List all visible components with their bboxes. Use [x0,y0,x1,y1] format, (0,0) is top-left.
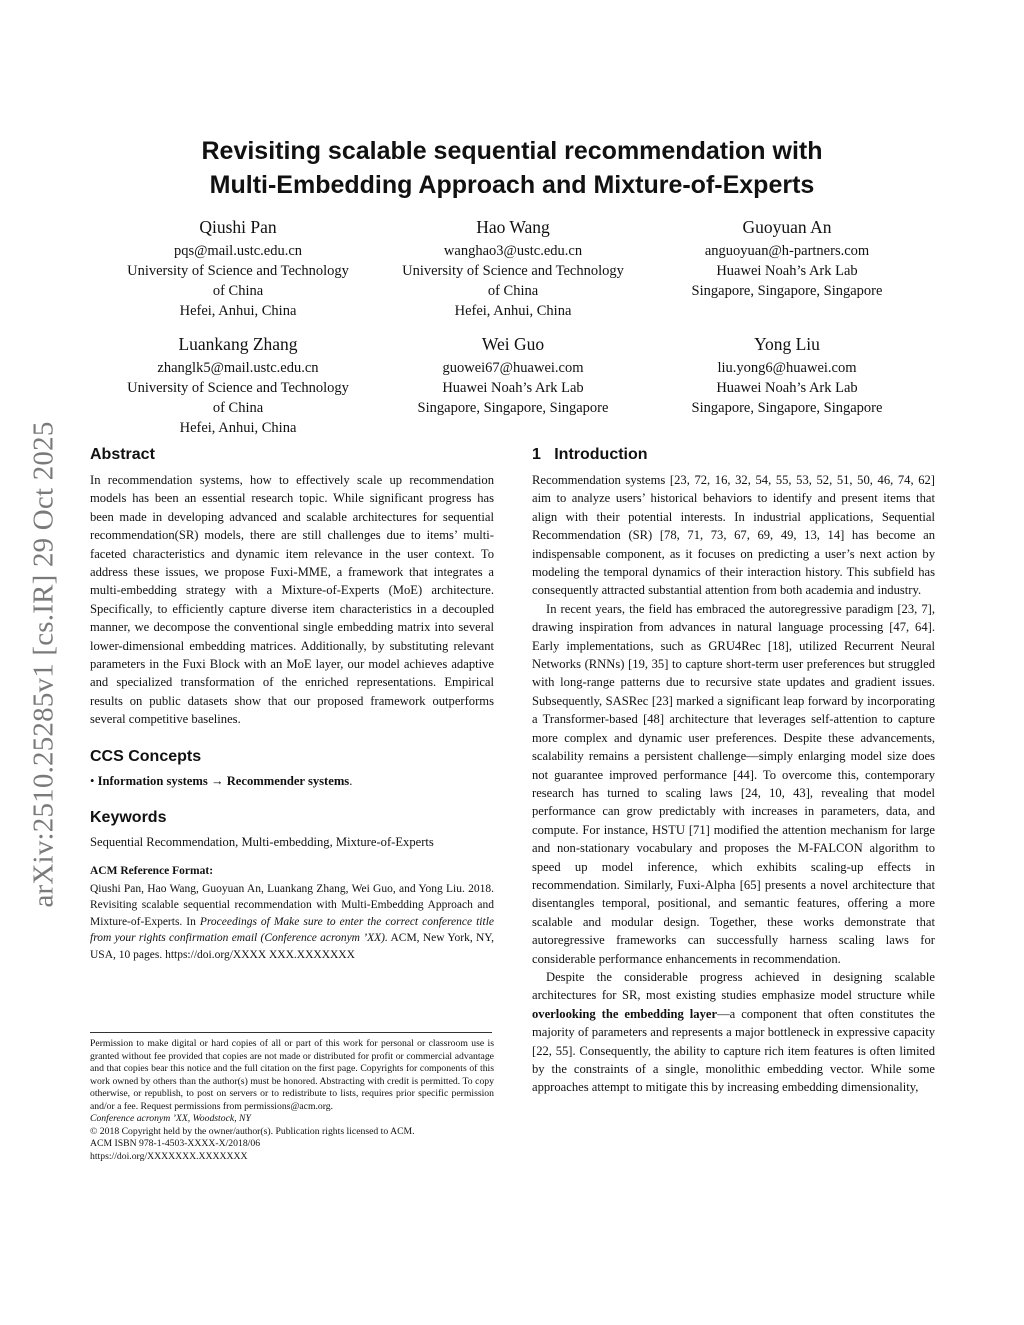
author-location: Singapore, Singapore, Singapore [691,283,883,299]
abstract-heading: Abstract [90,446,155,463]
author-affiliation: Huawei Noah’s Ark Lab [716,380,858,396]
intro-paragraph: In recent years, the field has embraced the autoregressive paradigm [23, 7], drawing inspiration from advances in natural language processing [47, 64]. Early implementations, such as GRU4Rec [18], utilized Recurrent Neural Networks (RNNs) [19, 35] to capture short-term user preferences but struggled with long-range patterns due to recursive state updates and gradient issues. Subsequently, SASRec [23] marked a significant leap forward by incorporating a Transformer-based [48] architecture that leverages self-attention to capture more complex and dynamic user preferences. Despite these advancements, scalability remains a persistent challenge—simply enlarging model size does not guarantee improved performance [44]. To overcome this, contemporary research has turned to scaling laws [24, 10, 43], revealing that model performance can grow predictably with increases in parameters, data, and compute. For instance, HSTU [71] modified the attention mechanism for large and non-stationary vocabulary and proposes the M-FALCON algorithm to speed up model inference, which exhibits scaling-up effects in recommendation. Similarly, Fuxi-Alpha [65] presents a novel architecture that disentangles temporal, positional, and semantic features, offering a more scalable and modular design. Together, these works demonstrate that autoregressive frameworks can successfully harness scaling laws for considerable performance enhancements in recommendation. [532,601,935,966]
ccs-heading: CCS Concepts [90,747,202,765]
author-affiliation: University of Science and Technology [127,380,349,396]
footnote-rule [90,1032,492,1033]
author-affiliation: University of Science and Technology [127,263,349,279]
abstract-text: In recommendation systems, how to effectively scale up recommendation models has been an essential research topic. While significant progress has been made in developing advanced and scalable architectures for sequential recommendation(SR) models, there are still challenges due to items’ multi-faceted characteristics and dynamic item relevance in the user context. To address these issues, we propose Fuxi-MME, a framework that integrates a multi-embedding strategy with a Mixture-of-Experts (MoE) architecture. Specifically, to efficiently capture diverse item characteristics in a decoupled manner, we decompose the conventional single embedding matrix into several lower-dimensional embedding matrices. Additionally, by substituting relevant parameters in the Fuxi Block with an MoE layer, our model achieves adaptive and specialized transformation of the enriched representations. Empirical results on public datasets show that our proposed framework outperforms several competitive baselines. [90,473,494,727]
acm-ref-part: Qiushi Pan, Hao Wang, Guoyuan An, Luankang Zhang, Wei Guo, and Yong Liu. 2018. Revisiting scalable sequential recommendation with Multi-Embedding Approach and Mixture-of-Experts. In [90,882,494,928]
author-block [375,216,651,321]
author-affiliation: of China [212,283,264,299]
author-location: Singapore, Singapore, Singapore [691,400,883,416]
intro-text: Despite the considerable progress achieved in designing scalable architectures for SR, most existing studies emphasize model structure while [532,969,935,1003]
intro-text: —a component that often constitutes the majority of parameters and represents a major bottleneck in expressive capacity [22, 55]. Consequently, the ability to capture rich item features is often limited by the constraints of a single, monolithic embedding vector. While some approaches attempt to mitigate this by increasing embedding dimensionality, [532,1006,935,1095]
intro-emphasis: overlooking the embedding layer [532,1006,718,1021]
paper-title [90,134,934,202]
author-block [100,216,376,321]
author-affiliation: Huawei Noah’s Ark Lab [442,380,584,396]
author-name: Wei Guo [481,334,545,354]
author-location: Hefei, Anhui, China [179,420,297,436]
doi-line[interactable]: https://doi.org/XXXXXXX.XXXXXXX [90,1150,248,1162]
author-location: Hefei, Anhui, China [179,303,297,319]
ccs-concept: Information systems [97,773,208,788]
bullet: • [90,773,95,788]
author-email[interactable]: pqs@mail.ustc.edu.cn [173,243,303,259]
acm-ref-heading: ACM Reference Format: [90,864,214,877]
acm-ref-text [90,881,494,964]
author-block [375,333,651,418]
ccs-end: . [349,773,353,788]
intro-paragraph: Recommendation systems [23, 72, 16, 32, 54, 55, 53, 52, 51, 50, 46, 74, 62] aim to analyze users’ historical behaviors to identify and present items that align with their potential interests. In industrial applications, Sequential Recommendation (SR) [78, 71, 73, 67, 69, 49, 13, 14] has become an indispensable component, as it focuses on predicting a user’s next action by modeling the temporal dynamics of their interaction history. This subfield has consequently attracted substantial attention from both academia and industry. [532,473,935,598]
conference-line: Conference acronym ’XX, Woodstock, NY [90,1113,251,1125]
author-name: Hao Wang [476,217,550,237]
author-affiliation: Huawei Noah’s Ark Lab [716,263,858,279]
copyright-line: © 2018 Copyright held by the owner/author(s). Publication rights licensed to ACM. [90,1125,415,1137]
author-email[interactable]: wanghao3@ustc.edu.cn [443,243,583,259]
ccs-concept: Recommender systems [226,773,350,788]
title-line-2: Multi-Embedding Approach and Mixture-of-Experts [209,171,815,199]
author-email[interactable]: liu.yong6@huawei.com [717,360,857,376]
author-name: Qiushi Pan [199,217,277,237]
author-location: Singapore, Singapore, Singapore [417,400,609,416]
acm-ref-part: ACM, New York, NY, USA, 10 pages. https://doi.org/XXXX XXX.XXXXXXX [90,932,494,961]
author-name: Yong Liu [754,334,820,354]
arrow-icon: → [210,773,224,788]
permission-notice [90,1038,494,1163]
isbn-line: ACM ISBN 978-1-4503-XXXX-X/2018/06 [90,1138,261,1150]
arxiv-watermark [23,380,65,948]
author-affiliation: of China [487,283,539,299]
left-column [90,445,494,963]
ccs-concepts [90,772,494,790]
author-block [649,216,925,301]
keywords-text: Sequential Recommendation, Multi-embedding, Mixture-of-Experts [90,835,434,850]
right-column [532,445,935,1097]
author-block [100,333,376,438]
author-affiliation: of China [212,400,264,416]
author-location: Hefei, Anhui, China [454,303,572,319]
introduction-heading: 1 Introduction [532,446,648,463]
author-email[interactable]: anguoyuan@h-partners.com [704,243,870,259]
title-line-1: Revisiting scalable sequential recommendation with [201,137,823,165]
author-name: Luankang Zhang [178,334,298,354]
author-email[interactable]: zhanglk5@mail.ustc.edu.cn [157,360,319,376]
author-email[interactable]: guowei67@huawei.com [442,360,584,376]
intro-paragraph [532,968,935,1097]
permission-text: Permission to make digital or hard copies of all or part of this work for personal or classroom use is granted without fee provided that copies are not made or distributed for profit or commercial advantage and that copies bear this notice and the full citation on the first page. Copyrights for components of this work owned by others than the author(s) must be honored. Abstracting with credit is permitted. To copy otherwise, or republish, to post on servers or to redistribute to lists, requires prior specific permission and/or a fee. Request permissions from permissions@acm.org. [90,1038,494,1112]
acm-ref-venue: Proceedings of Make sure to enter the correct conference title from your rights confirmation email (Conference acronym ’XX). [90,915,494,945]
author-block [649,333,925,418]
keywords-heading: Keywords [90,809,167,827]
author-name: Guoyuan An [742,217,832,237]
arxiv-id: arXiv:2510.25285v1 [cs.IR] 29 Oct 2025 [27,420,60,908]
author-affiliation: University of Science and Technology [402,263,624,279]
